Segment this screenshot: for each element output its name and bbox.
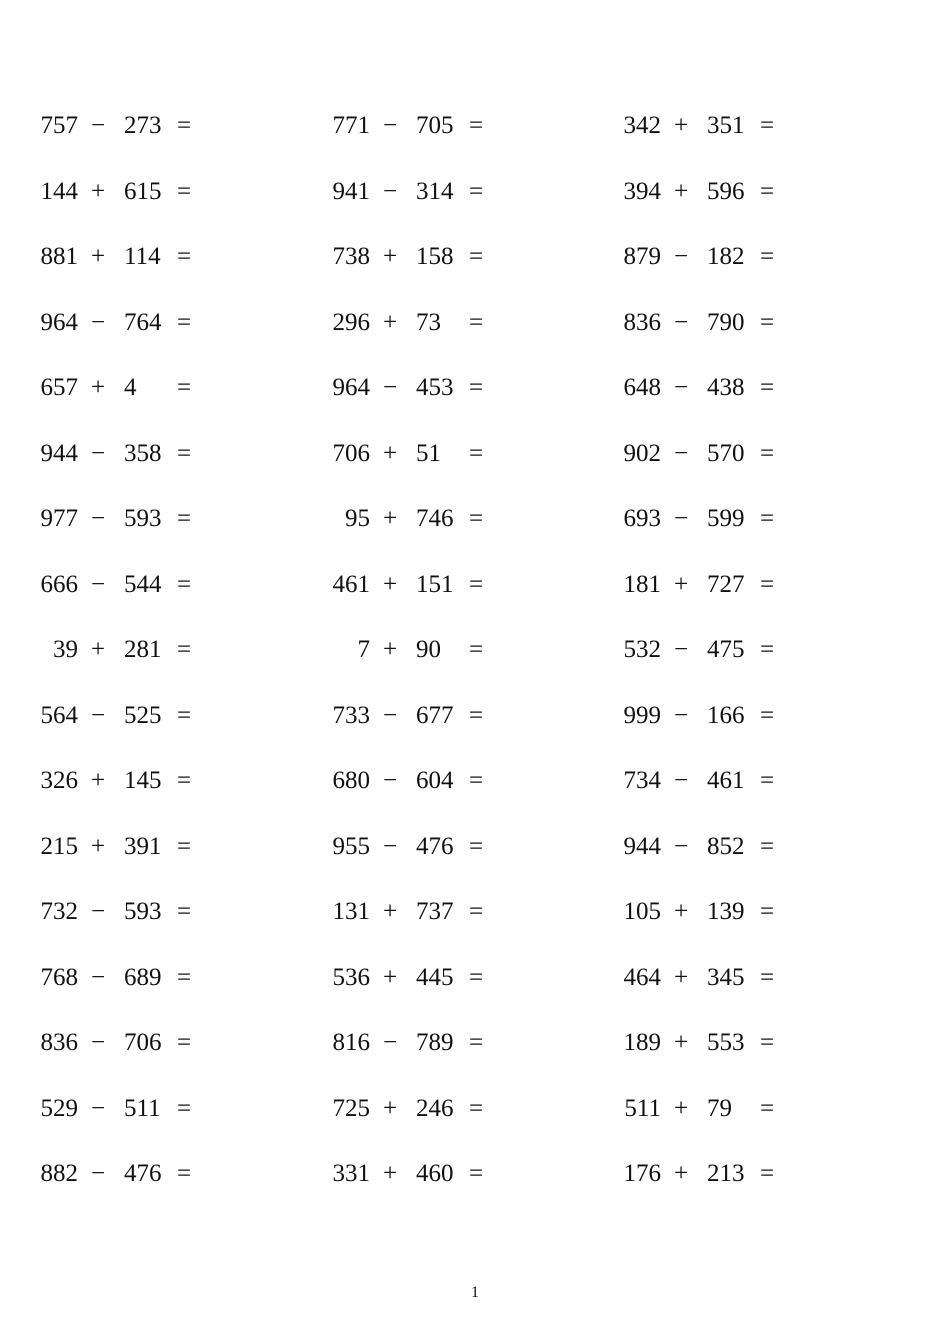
equals-sign: = bbox=[468, 439, 484, 467]
operand-b: 273 bbox=[124, 112, 162, 139]
operand-b: 90 bbox=[416, 636, 441, 663]
operand-b: 345 bbox=[707, 963, 745, 991]
equals-sign: = bbox=[176, 177, 192, 205]
operand-a: 394 bbox=[623, 177, 661, 205]
operand-b: 475 bbox=[707, 636, 745, 663]
operator: + bbox=[382, 963, 398, 991]
operand-a: 944 bbox=[623, 832, 661, 860]
operator: + bbox=[382, 505, 398, 532]
operand-b: 158 bbox=[416, 243, 454, 270]
operand-a: 666 bbox=[40, 570, 78, 598]
equals-sign: = bbox=[759, 505, 775, 532]
operator: + bbox=[382, 1094, 398, 1122]
operand-b: 737 bbox=[416, 898, 454, 925]
operand-a: 882 bbox=[40, 1160, 78, 1187]
operand-a: 816 bbox=[332, 1029, 370, 1056]
operand-b: 511 bbox=[124, 1094, 161, 1122]
operand-a: 955 bbox=[332, 832, 370, 860]
operand-a: 977 bbox=[40, 505, 78, 532]
operand-b: 727 bbox=[707, 570, 745, 598]
operator: + bbox=[382, 636, 398, 663]
operand-b: 114 bbox=[124, 243, 161, 270]
operator: + bbox=[90, 767, 106, 794]
operand-a: 706 bbox=[332, 439, 370, 467]
operand-b: 4 bbox=[124, 374, 137, 401]
operator: − bbox=[673, 767, 689, 794]
equals-sign: = bbox=[468, 1094, 484, 1122]
equals-sign: = bbox=[468, 701, 484, 729]
equals-sign: = bbox=[468, 570, 484, 598]
operand-a: 342 bbox=[623, 112, 661, 139]
operand-a: 757 bbox=[40, 112, 78, 139]
problem-row bbox=[0, 630, 950, 696]
equals-sign: = bbox=[468, 767, 484, 794]
equals-sign: = bbox=[759, 1029, 775, 1056]
operand-b: 525 bbox=[124, 701, 162, 729]
operator: − bbox=[90, 112, 106, 139]
operand-b: 615 bbox=[124, 177, 162, 205]
equals-sign: = bbox=[176, 243, 192, 270]
operand-b: 705 bbox=[416, 112, 454, 139]
operand-b: 852 bbox=[707, 832, 745, 860]
problem-row bbox=[0, 892, 950, 958]
operator: − bbox=[90, 1160, 106, 1187]
operator: + bbox=[90, 636, 106, 663]
operator: + bbox=[382, 898, 398, 925]
operand-a: 657 bbox=[40, 374, 78, 401]
operand-a: 768 bbox=[40, 963, 78, 991]
operand-a: 564 bbox=[40, 701, 78, 729]
operand-b: 476 bbox=[416, 832, 454, 860]
operator: + bbox=[673, 112, 689, 139]
operator: + bbox=[673, 1029, 689, 1056]
equals-sign: = bbox=[468, 963, 484, 991]
operator: − bbox=[90, 1094, 106, 1122]
problem-row bbox=[0, 565, 950, 631]
operator: + bbox=[382, 308, 398, 336]
operand-b: 476 bbox=[124, 1160, 162, 1187]
operator: − bbox=[90, 963, 106, 991]
operator: + bbox=[90, 177, 106, 205]
equals-sign: = bbox=[468, 832, 484, 860]
operand-b: 789 bbox=[416, 1029, 454, 1056]
operand-b: 596 bbox=[707, 177, 745, 205]
operand-b: 351 bbox=[707, 112, 745, 139]
equals-sign: = bbox=[759, 374, 775, 401]
operand-a: 941 bbox=[332, 177, 370, 205]
operator: + bbox=[382, 243, 398, 270]
operator: − bbox=[382, 832, 398, 860]
equals-sign: = bbox=[176, 439, 192, 467]
operand-a: 964 bbox=[40, 308, 78, 336]
operand-a: 836 bbox=[623, 308, 661, 336]
operand-a: 131 bbox=[332, 898, 370, 925]
operand-a: 464 bbox=[623, 963, 661, 991]
operator: + bbox=[382, 1160, 398, 1187]
operand-b: 604 bbox=[416, 767, 454, 794]
operator: + bbox=[673, 1094, 689, 1122]
equals-sign: = bbox=[176, 1160, 192, 1187]
equals-sign: = bbox=[468, 898, 484, 925]
equals-sign: = bbox=[176, 963, 192, 991]
operator: − bbox=[673, 308, 689, 336]
operand-b: 677 bbox=[416, 701, 454, 729]
operand-b: 79 bbox=[707, 1094, 732, 1122]
operand-b: 139 bbox=[707, 898, 745, 925]
problem-row bbox=[0, 827, 950, 893]
problem-row bbox=[0, 1089, 950, 1155]
operand-a: 964 bbox=[332, 374, 370, 401]
equals-sign: = bbox=[759, 1094, 775, 1122]
problem-row bbox=[0, 958, 950, 1024]
operand-a: 215 bbox=[40, 832, 78, 860]
equals-sign: = bbox=[176, 1029, 192, 1056]
equals-sign: = bbox=[759, 767, 775, 794]
problem-row bbox=[0, 172, 950, 238]
equals-sign: = bbox=[176, 832, 192, 860]
equals-sign: = bbox=[176, 898, 192, 925]
equals-sign: = bbox=[759, 1160, 775, 1187]
operand-a: 95 bbox=[345, 505, 370, 532]
operator: + bbox=[90, 832, 106, 860]
operator: − bbox=[90, 701, 106, 729]
operator: − bbox=[382, 177, 398, 205]
operand-b: 460 bbox=[416, 1160, 454, 1187]
problem-row bbox=[0, 696, 950, 762]
operator: + bbox=[673, 570, 689, 598]
operator: − bbox=[90, 439, 106, 467]
operand-a: 189 bbox=[623, 1029, 661, 1056]
operator: + bbox=[90, 243, 106, 270]
equals-sign: = bbox=[468, 505, 484, 532]
operand-b: 314 bbox=[416, 177, 454, 205]
operand-b: 281 bbox=[124, 636, 162, 663]
operand-b: 746 bbox=[416, 505, 454, 532]
operand-b: 593 bbox=[124, 505, 162, 532]
operator: − bbox=[90, 1029, 106, 1056]
operator: + bbox=[673, 177, 689, 205]
equals-sign: = bbox=[176, 308, 192, 336]
problem-row bbox=[0, 499, 950, 565]
equals-sign: = bbox=[468, 374, 484, 401]
operator: − bbox=[673, 636, 689, 663]
operator: − bbox=[382, 1029, 398, 1056]
operand-a: 733 bbox=[332, 701, 370, 729]
operand-a: 7 bbox=[357, 636, 370, 663]
operand-b: 593 bbox=[124, 898, 162, 925]
equals-sign: = bbox=[176, 767, 192, 794]
operand-a: 680 bbox=[332, 767, 370, 794]
operator: − bbox=[673, 701, 689, 729]
operand-a: 326 bbox=[40, 767, 78, 794]
equals-sign: = bbox=[176, 112, 192, 139]
operand-b: 438 bbox=[707, 374, 745, 401]
operand-a: 529 bbox=[40, 1094, 78, 1122]
operator: − bbox=[673, 374, 689, 401]
operand-a: 176 bbox=[623, 1160, 661, 1187]
operand-b: 461 bbox=[707, 767, 745, 794]
operator: − bbox=[673, 439, 689, 467]
operand-b: 570 bbox=[707, 439, 745, 467]
equals-sign: = bbox=[176, 636, 192, 663]
problem-row bbox=[0, 303, 950, 369]
operator: − bbox=[673, 832, 689, 860]
operand-b: 689 bbox=[124, 963, 162, 991]
equals-sign: = bbox=[176, 374, 192, 401]
operand-b: 706 bbox=[124, 1029, 162, 1056]
equals-sign: = bbox=[759, 439, 775, 467]
operand-a: 648 bbox=[623, 374, 661, 401]
equals-sign: = bbox=[176, 1094, 192, 1122]
operand-b: 182 bbox=[707, 243, 745, 270]
problem-row bbox=[0, 434, 950, 500]
equals-sign: = bbox=[759, 636, 775, 663]
operand-b: 358 bbox=[124, 439, 162, 467]
operand-a: 944 bbox=[40, 439, 78, 467]
problem-row bbox=[0, 1023, 950, 1089]
operand-a: 725 bbox=[332, 1094, 370, 1122]
operand-a: 532 bbox=[623, 636, 661, 663]
operator: − bbox=[673, 243, 689, 270]
operand-a: 881 bbox=[40, 243, 78, 270]
operand-b: 445 bbox=[416, 963, 454, 991]
operand-b: 51 bbox=[416, 439, 441, 467]
problem-row bbox=[0, 761, 950, 827]
equals-sign: = bbox=[176, 701, 192, 729]
operator: − bbox=[382, 701, 398, 729]
operand-a: 836 bbox=[40, 1029, 78, 1056]
equals-sign: = bbox=[759, 177, 775, 205]
operator: − bbox=[673, 505, 689, 532]
operand-a: 999 bbox=[623, 701, 661, 729]
operator: − bbox=[90, 898, 106, 925]
operand-a: 39 bbox=[53, 636, 78, 663]
page-number: 1 bbox=[471, 1284, 479, 1301]
equals-sign: = bbox=[468, 308, 484, 336]
equals-sign: = bbox=[759, 570, 775, 598]
operator: + bbox=[382, 570, 398, 598]
operator: + bbox=[673, 1160, 689, 1187]
operator: − bbox=[382, 112, 398, 139]
equals-sign: = bbox=[468, 1029, 484, 1056]
operand-b: 391 bbox=[124, 832, 162, 860]
problem-row bbox=[0, 106, 950, 172]
operator: + bbox=[673, 898, 689, 925]
equals-sign: = bbox=[468, 177, 484, 205]
operand-a: 144 bbox=[40, 177, 78, 205]
problem-grid bbox=[0, 106, 950, 1220]
operand-a: 693 bbox=[623, 505, 661, 532]
equals-sign: = bbox=[176, 570, 192, 598]
operand-a: 536 bbox=[332, 963, 370, 991]
problem-row bbox=[0, 1154, 950, 1220]
operand-b: 599 bbox=[707, 505, 745, 532]
operand-a: 511 bbox=[624, 1094, 661, 1122]
operand-b: 553 bbox=[707, 1029, 745, 1056]
equals-sign: = bbox=[176, 505, 192, 532]
operand-b: 764 bbox=[124, 308, 162, 336]
equals-sign: = bbox=[759, 832, 775, 860]
operand-a: 734 bbox=[623, 767, 661, 794]
equals-sign: = bbox=[468, 112, 484, 139]
operator: + bbox=[90, 374, 106, 401]
operand-a: 879 bbox=[623, 243, 661, 270]
operand-b: 73 bbox=[416, 308, 441, 336]
equals-sign: = bbox=[468, 243, 484, 270]
equals-sign: = bbox=[759, 308, 775, 336]
equals-sign: = bbox=[468, 636, 484, 663]
operator: + bbox=[673, 963, 689, 991]
operator: − bbox=[90, 308, 106, 336]
operand-a: 902 bbox=[623, 439, 661, 467]
operand-a: 732 bbox=[40, 898, 78, 925]
operator: − bbox=[90, 570, 106, 598]
operand-a: 181 bbox=[623, 570, 661, 598]
operand-a: 331 bbox=[332, 1160, 370, 1187]
equals-sign: = bbox=[759, 701, 775, 729]
equals-sign: = bbox=[759, 112, 775, 139]
operand-a: 771 bbox=[332, 112, 370, 139]
operand-b: 166 bbox=[707, 701, 745, 729]
problem-row bbox=[0, 368, 950, 434]
operator: − bbox=[382, 374, 398, 401]
operator: + bbox=[382, 439, 398, 467]
operand-a: 461 bbox=[332, 570, 370, 598]
operand-b: 145 bbox=[124, 767, 162, 794]
operand-a: 738 bbox=[332, 243, 370, 270]
equals-sign: = bbox=[759, 898, 775, 925]
problem-row bbox=[0, 237, 950, 303]
equals-sign: = bbox=[759, 243, 775, 270]
equals-sign: = bbox=[468, 1160, 484, 1187]
operand-a: 105 bbox=[623, 898, 661, 925]
operand-b: 453 bbox=[416, 374, 454, 401]
equals-sign: = bbox=[759, 963, 775, 991]
operator: − bbox=[90, 505, 106, 532]
operand-a: 296 bbox=[332, 308, 370, 336]
operand-b: 213 bbox=[707, 1160, 745, 1187]
operator: − bbox=[382, 767, 398, 794]
operand-b: 151 bbox=[416, 570, 454, 598]
operand-b: 790 bbox=[707, 308, 745, 336]
operand-b: 246 bbox=[416, 1094, 454, 1122]
operand-b: 544 bbox=[124, 570, 162, 598]
